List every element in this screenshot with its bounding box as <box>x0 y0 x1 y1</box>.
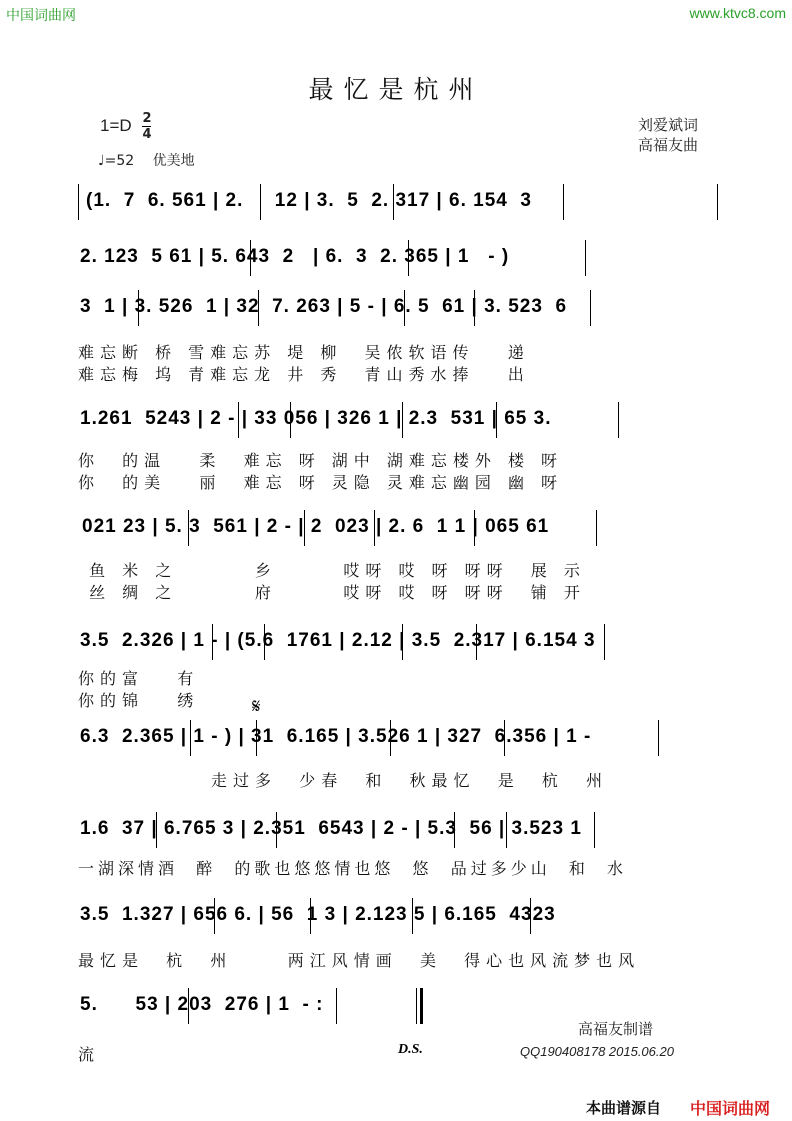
composer: 高福友曲 <box>637 136 698 154</box>
qq-and-date: QQ190408178 2015.06.20 <box>520 1044 674 1059</box>
system-9 <box>78 898 718 978</box>
source-site-link[interactable]: 中国词曲网 <box>690 1101 771 1118</box>
da-segno-mark: D.S. <box>398 1042 423 1057</box>
source-label: 本曲谱源自 <box>586 1099 662 1117</box>
system-9-lyrics: 最忆是 杭 州 两江风情画 美 得心也风流梦也风 <box>78 951 641 970</box>
tempo-line <box>98 150 195 170</box>
system-5-lyrics-verse-1: 鱼 米 之 乡 哎呀 哎 呀 呀呀 展 示 <box>78 561 586 580</box>
system-7-lyrics: 走过多 少春 和 秋最忆 是 杭 州 <box>78 771 609 790</box>
watermark-top-left: 中国词曲网 <box>6 7 76 23</box>
system-5 <box>78 510 718 610</box>
watermark-top-right: www.ktvc8.com <box>689 5 786 21</box>
tempo-mark: ♩=52 <box>98 153 135 169</box>
system-4-lyrics-verse-1: 你 的温 柔 难忘 呀 湖中 湖难忘楼外 楼 呀 <box>78 451 564 470</box>
system-4-notes: 1.261 5243 | 2 - | 33 056 | 326 1 | 2.3 531 | 65 3. <box>80 408 552 429</box>
system-2-notes: 2. 123 5 61 | 5. 643 2 | 6. 3 2. 365 | 1 - ) <box>80 246 510 267</box>
expression-mark: 优美地 <box>152 153 195 169</box>
system-6-lyrics-verse-2: 你的锦 绣 <box>78 691 200 710</box>
system-10-notes: 5. 53 | 203 276 | 1 - : <box>80 994 324 1015</box>
system-4-lyrics-verse-2: 你 的美 丽 难忘 呀 灵隐 灵难忘幽园 幽 呀 <box>78 473 564 492</box>
system-4 <box>78 402 718 502</box>
system-1 <box>78 184 718 224</box>
system-3-lyrics-verse-1: 难忘断 桥 雪难忘苏 堤 柳 吴侬软语传 递 <box>78 343 530 362</box>
system-8-lyrics: 一湖深情酒 醉 的歌也悠悠情也悠 悠 品过多少山 和 水 <box>78 859 628 878</box>
system-5-notes: 021 23 | 5. 3 561 | 2 - | 2 023 | 2. 6 1 1 | 065 61 <box>82 516 550 537</box>
system-6-lyrics-verse-1: 你的富 有 <box>78 669 200 688</box>
key-and-time <box>100 112 152 141</box>
system-5-lyrics-verse-2: 丝 绸 之 府 哎呀 哎 呀 呀呀 铺 开 <box>78 583 586 602</box>
system-3-lyrics-verse-2: 难忘梅 坞 青难忘龙 井 秀 青山秀水捧 出 <box>78 365 530 384</box>
system-3 <box>78 290 718 390</box>
system-7 <box>78 720 718 800</box>
system-7-notes: 6.3 2.365 | 1 - ) | 31 6.165 | 3.526 1 | 327 6.356 | 1 - <box>80 726 592 747</box>
system-6 <box>78 624 718 714</box>
segno-sign: 𝄋 <box>252 694 261 718</box>
arranger-credit: 高福友制谱 <box>578 1020 654 1038</box>
song-title: 最忆是杭州 <box>308 75 484 104</box>
system-10-lyrics: 流 <box>78 1045 101 1064</box>
key-signature: 1=D <box>100 116 132 135</box>
system-8 <box>78 812 718 892</box>
system-6-notes: 3.5 2.326 | 1 - | (5.6 1761 | 2.12 | 3.5 2.317 | 6.154 3 <box>80 630 596 651</box>
system-1-notes: (1. 7 6. 561 | 2. 12 | 3. 5 2. 317 | 6. 154 3 <box>86 190 532 211</box>
system-2 <box>78 240 718 280</box>
time-signature: $\frac{2}{4}$ <box>142 111 152 142</box>
system-3-notes: 3 1 | 3. 526 1 | 32 7. 263 | 5 - | 6. 5 61 | 3. 523 6 <box>80 296 568 317</box>
system-8-notes: 1.6 37 | 6.765 3 | 2.351 6543 | 2 - | 5.3 56 | 3.523 1 <box>80 818 582 839</box>
system-9-notes: 3.5 1.327 | 656 6. | 56 1 3 | 2.123 5 | 6.165 4323 <box>80 904 556 925</box>
credits <box>638 115 698 155</box>
lyricist: 刘爱斌词 <box>637 116 698 134</box>
